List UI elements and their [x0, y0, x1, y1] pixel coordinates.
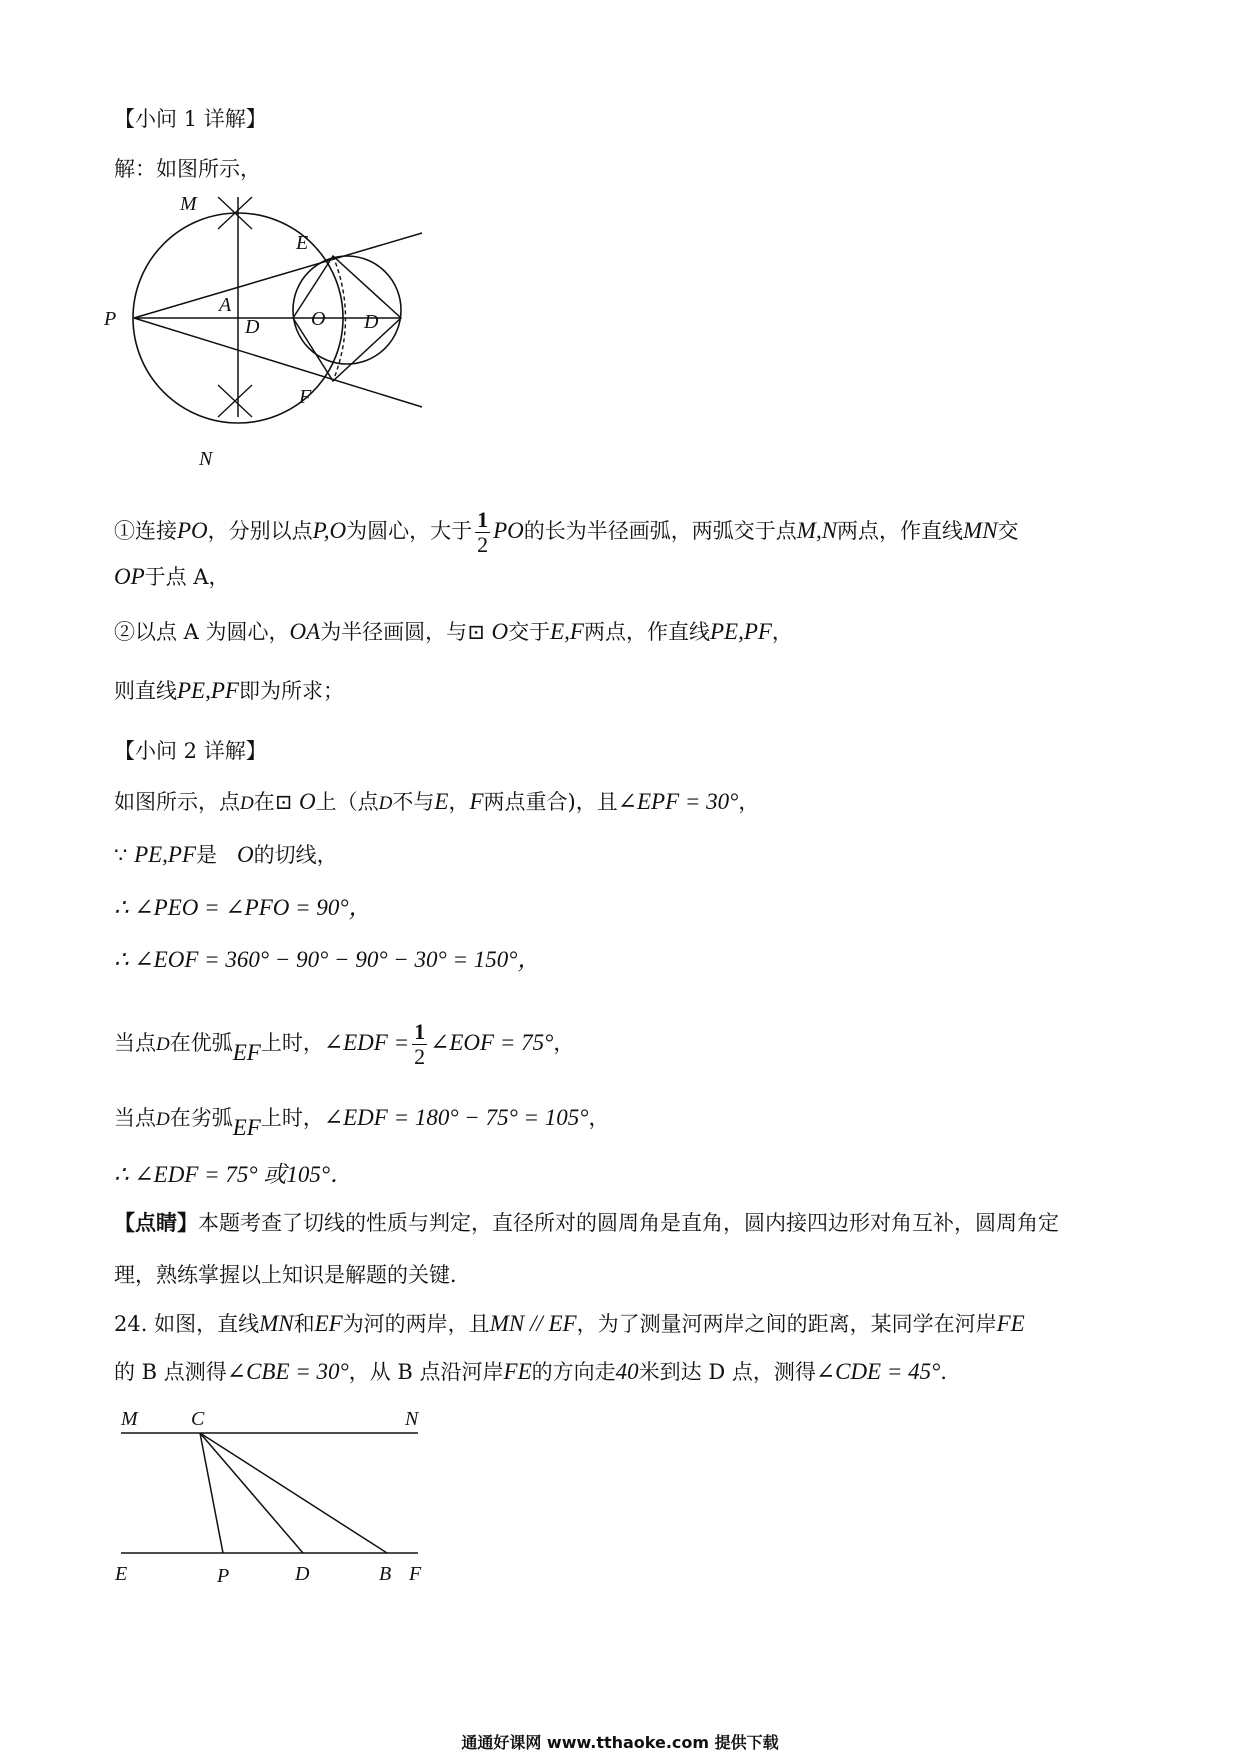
label-c: C — [191, 1408, 205, 1430]
label-a: A — [219, 294, 232, 316]
section2-line5: 当点D在优弧EF上时，∠EDF = $\frac{1}{2}$ ∠EOF = 75°， — [114, 1019, 575, 1069]
section2-line7: ∴ ∠EDF = 75° 或105°． — [114, 1162, 354, 1187]
label-n2: N — [405, 1408, 419, 1430]
label-e: E — [296, 232, 309, 254]
q24-line2: 的 B 点测得∠CBE = 30°，从 B 点沿河岸FE的方向走40米到达 D 点，测得∠CDE = 45°． — [114, 1359, 962, 1384]
segment-cd — [200, 1433, 303, 1553]
label-d-right: D — [364, 311, 379, 333]
label-m: M — [180, 193, 197, 215]
label-o: O — [311, 308, 326, 330]
fraction-one-half: $\frac{1}{2}$ — [477, 507, 489, 557]
label-f2: F — [409, 1563, 422, 1585]
segment-cb — [200, 1433, 387, 1553]
step3-line: 则直线PE,PF即为所求； — [114, 678, 344, 703]
label-e2: E — [115, 1563, 128, 1585]
section2-line2: ∵ PE,PF是 O的切线， — [114, 842, 338, 867]
section2-line4: ∴ ∠EOF = 360° − 90° − 90° − 30° = 150°， — [114, 947, 541, 972]
q24-line1: 24. 如图，直线MN和EF为河的两岸，且MN // EF，为了测量河两岸之间的距离，某同学在河岸FE — [114, 1311, 1025, 1336]
line-pf — [134, 318, 422, 407]
label-n: N — [199, 448, 213, 470]
label-b2: B — [379, 1563, 392, 1585]
remark-line2: 理，熟练掌握以上知识是解题的关键． — [114, 1263, 471, 1287]
label-p2: P — [217, 1565, 230, 1587]
section2-heading: 【小问 2 详解】 — [114, 739, 267, 763]
section2-line6: 当点D在劣弧EF上时，∠EDF = 180° − 75° = 105°， — [114, 1105, 610, 1140]
line-pe — [134, 233, 422, 318]
section1-intro: 解：如图所示， — [114, 157, 261, 181]
step1-line1: ①连接PO，分别以点P,O为圆心，大于 $\frac{1}{2}$ PO的长为半径画弧，两弧交于点M,N两点，作直线MN交 — [114, 507, 1019, 557]
section1-heading: 【小问 1 详解】 — [114, 107, 267, 131]
section2-line1: 如图所示，点D在⊡ O上（点D不与E，F两点重合)，且∠EPF = 30°， — [114, 789, 760, 814]
label-p: P — [104, 308, 117, 330]
step1-line2: OP于点 A， — [114, 564, 230, 589]
figure1-construction-diagram — [100, 185, 440, 475]
step2-line: ②以点 A 为圆心，OA为半径画圆，与⊡ O交于E,F两点，作直线PE,PF， — [114, 619, 793, 644]
label-f: F — [299, 386, 312, 408]
fraction-one-half-2: $\frac{1}{2}$ — [414, 1019, 426, 1069]
segment-cp — [200, 1433, 223, 1553]
circle-o — [293, 256, 401, 364]
label-d2: D — [295, 1563, 310, 1585]
page-footer: 通通好课网 www.tthaoke.com 提供下载 — [461, 1733, 779, 1752]
remark-line1: 【点睛】本题考查了切线的性质与判定，直径所对的圆周角是直角，圆内接四边形对角互补，圆周角定 — [114, 1210, 1059, 1235]
section2-line3: ∴ ∠PEO = ∠PFO = 90°， — [114, 895, 372, 920]
figure2-river-diagram — [105, 1405, 445, 1595]
label-d-left: D — [245, 316, 260, 338]
label-m2: M — [121, 1408, 138, 1430]
